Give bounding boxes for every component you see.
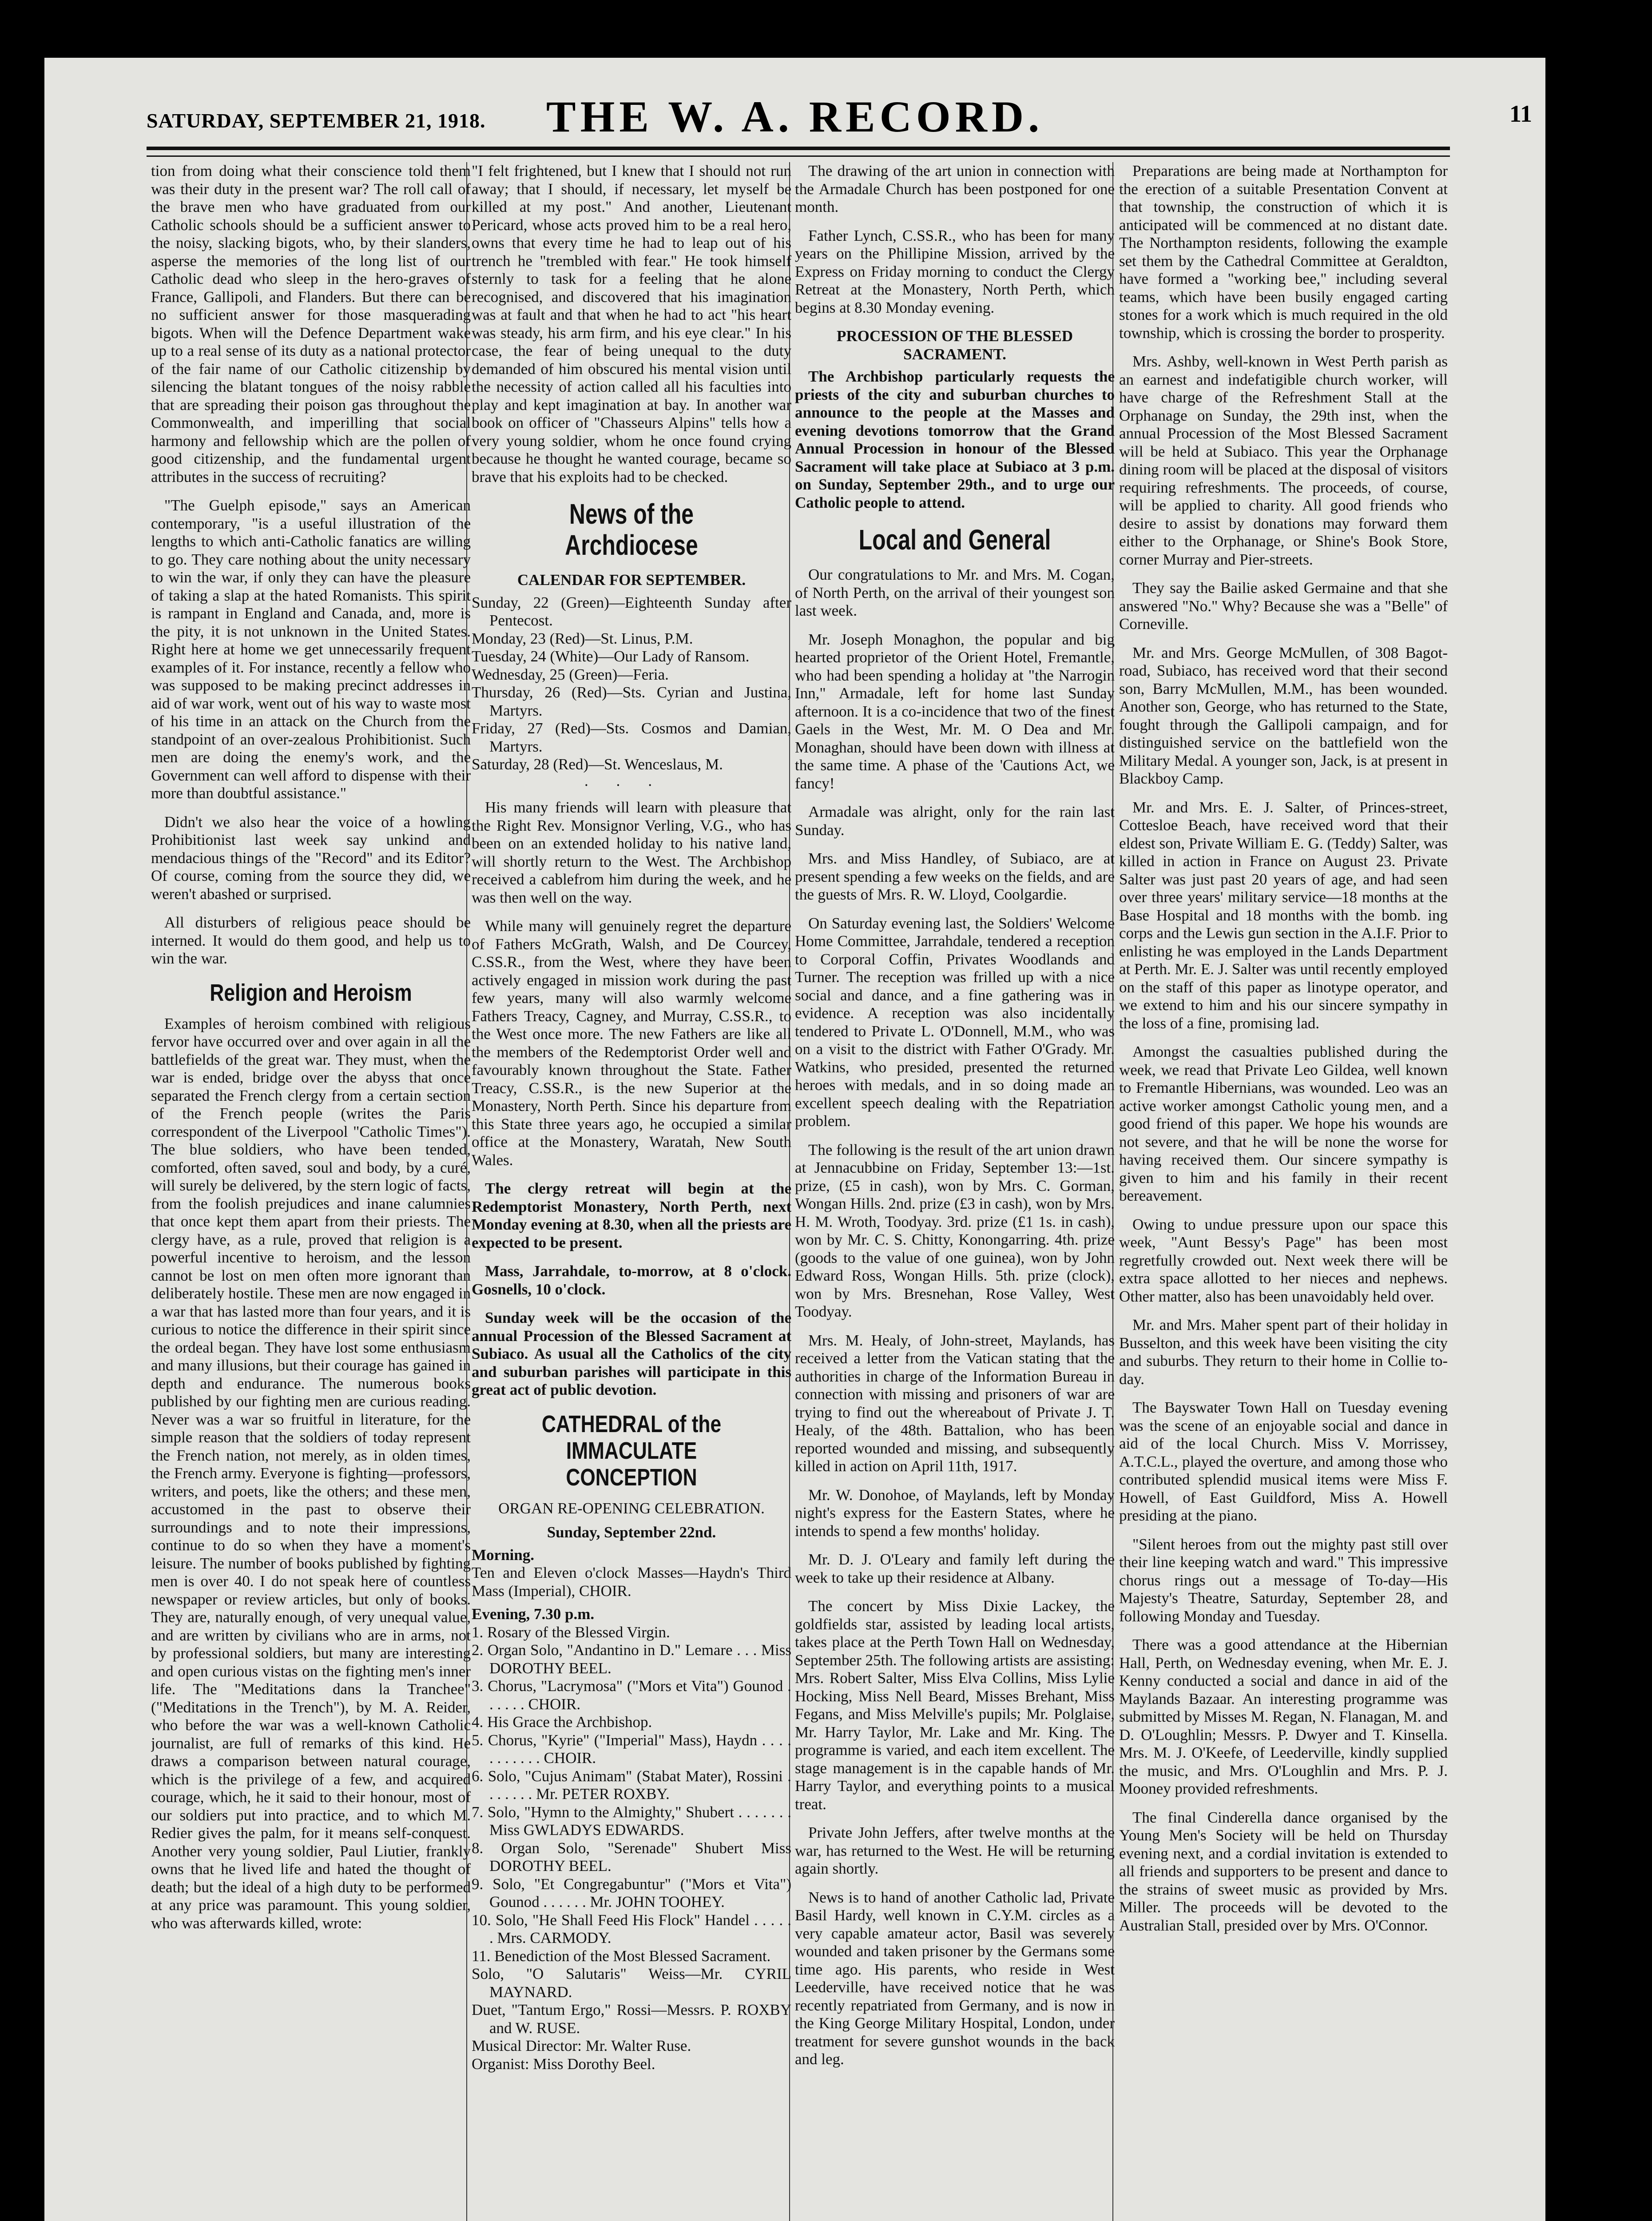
article-paragraph: tion from doing what their conscience told them was their duty in the present war? The roll call of the brave men who have graduated from our Catholic schools should be a sufficient answer to the noisy, slacking bigots, who, by their slanders, asperse the memories of the long list of our Catholic dead who sleep in the hero-graves of France, Gallipoli, and Flanders. But there can be no sufficient answer for those masquerading bigots. When will the Defence Department wake up to a real sense of its duty as a national protector of the fair name of our Catholic citizenship by silencing the blatant tongues of the noisy rabble that are spreading their poison gas throughout the Commonwealth, and imperilling that social harmony and fellowship which are the pollen of good citizenship, and the fundamental urgent attributes in the success of recruiting?: [151, 162, 471, 486]
morning-text: Ten and Eleven o'clock Masses—Haydn's Third Mass (Imperial), CHOIR.: [472, 1564, 791, 1600]
article-paragraph: Mr. W. Donohoe, of Maylands, left by Monday night's express for the Eastern States, where he intends to spend a few months' holiday.: [795, 1486, 1115, 1540]
article-paragraph: Father Lynch, C.SS.R., who has been for many years on the Phillipine Mission, arrived by the Express on Friday morning to conduct the Clergy Retreat at the Monastery, North Perth, which begins at 8.30 Monday evening.: [795, 227, 1115, 316]
programme-item: 11. Benediction of the Most Blessed Sacrament.: [472, 1947, 771, 1965]
masthead: [44, 87, 1545, 140]
calendar-entry: Tuesday, 24 (White)—Our Lady of Ransom.: [472, 648, 750, 665]
separator-dots: ···: [584, 776, 679, 794]
section-heading: Local and General: [858, 524, 1051, 556]
article-paragraph: The Archbishop particularly requests the priests of the city and suburban churches to announce to the people at the Masses and evening devotions tomorrow that the Grand Annual Procession in honour of the Blessed Sacrament will take place at Subiaco at 3 p.m. on Sunday, September 29th., and to urge our Catholic people to attend.: [795, 368, 1115, 511]
article-paragraph: Mr. and Mrs. Maher spent part of their holiday in Busselton, and this week have been visiting the city and suburbs. They return to their home in Collie to-day.: [1119, 1316, 1448, 1388]
calendar-entry: Thursday, 26 (Red)—Sts. Cyrian and Justina, Martyrs.: [472, 684, 791, 719]
calendar-entry: Friday, 27 (Red)—Sts. Cosmos and Damian, Martyrs.: [472, 720, 791, 755]
article-paragraph: Preparations are being made at Northampton for the erection of a suitable Presentation Convent at that township, the construction of which it is anticipated will be commenced at no distant date. The Northampton residents, following the example set them by the Cathedral Committee at Geraldton, have formed a "working bee," including several teams, which have been busily engaged carting stones for a work which is much required in the old township, which is crossing the border to prosperity.: [1119, 162, 1448, 342]
procession-title: PROCESSION OF THE BLESSED SACRAMENT.: [837, 327, 1073, 363]
article-paragraph: Amongst the casualties published during the week, we read that Private Leo Gildea, well known to Fremantle Hibernians, was wounded. Leo was an active worker amongst Catholic young men, and a good friend of this paper. We hope his wounds are not severe, and that he will be none the worse for having received them. Our sincere sympathy is given to him and his family in their recent bereavement.: [1119, 1043, 1448, 1204]
article-paragraph: Armadale was alright, only for the rain last Sunday.: [795, 803, 1115, 839]
article-paragraph: Didn't we also hear the voice of a howling Prohibitionist last week say unkind and mendacious things of the "Record" and its Editor? Of course, coming from the source they did, we weren't abashed or surprised.: [151, 813, 471, 903]
programme-item: Solo, "O Salutaris" Weiss—Mr. CYRIL MAYNARD.: [472, 1965, 791, 2001]
article-paragraph: Mr. and Mrs. George McMullen, of 308 Bagot-road, Subiaco, has received word that their second son, Barry McMullen, M.M., has been wounded. Another son, George, who has returned to the State, fought through the Gallipoli campaign, and for distinguished service on the battlefield won the Military Medal. A younger son, Jack, is at present in Blackboy Camp.: [1119, 644, 1448, 787]
article-paragraph: Mrs. and Miss Handley, of Subiaco, are at present spending a few weeks on the fields, and are the guests of Mrs. R. W. Lloyd, Coolgardie.: [795, 850, 1115, 903]
article-paragraph: The concert by Miss Dixie Lackey, the goldfields star, assisted by leading local artists, takes place at the Perth Town Hall on Wednesday, September 25th. The following artists are assisting: Mrs. Robert Salter, Miss Elva Collins, Miss Lylie Hocking, Miss Nell Beard, Misses Brehant, Miss Fegans, and Miss Melville's pupils; Mr. Polglaise, Mr. Harry Taylor, Mr. Lake and Mr. King. The programme is varied, and each item excellent. The stage management is in the capable hands of Mr. Harry Taylor, and everything points to a musical treat.: [795, 1597, 1115, 1813]
masthead-rule-thin: [147, 155, 1450, 157]
article-paragraph: Mr. Joseph Monaghon, the popular and big hearted proprietor of the Orient Hotel, Fremantle, who had been spending a holiday at "the Narrogin Inn," Armadale, left for home last Sunday afternoon. It is a co-incidence that two of the finest Gaels in the West, Mr. M. O Dea and Mr. Monaghan, should have been down with illness at the same time. A phase of the 'Cautions Act, we fancy!: [795, 630, 1115, 792]
section-heading: CATHEDRAL of the IMMACULATE CONCEPTION: [541, 1410, 722, 1491]
article-paragraph: The final Cinderella dance organised by the Young Men's Society will be held on Thursday evening next, and a cordial invitation is extended to all friends and supporters to be present and dance to the strains of sweet music as provided by Mrs. Miller. The proceeds will be devoted to the Australian Stall, presided over by Mrs. O'Connor.: [1119, 1808, 1448, 1934]
issue-date: SATURDAY, SEPTEMBER 21, 1918.: [147, 109, 486, 132]
evening-label: Evening, 7.30 p.m.: [472, 1605, 595, 1623]
programme-item: 5. Chorus, "Kyrie" ("Imperial" Mass), Haydn . . . . . . . . . . . CHOIR.: [472, 1731, 791, 1767]
calendar-entry: Sunday, 22 (Green)—Eighteenth Sunday after Pentecost.: [472, 593, 791, 629]
programme-item: 9. Solo, "Et Congregabuntur" ("Mors et Vita") Gounod . . . . . . Mr. JOHN TOOHEY.: [472, 1875, 791, 1911]
article-paragraph: All disturbers of religious peace should be interned. It would do them good, and help us to win the war.: [151, 914, 471, 967]
masthead-rule: [147, 147, 1450, 150]
article-paragraph: Our congratulations to Mr. and Mrs. M. Cogan, of North Perth, on the arrival of their youngest son last week.: [795, 566, 1115, 619]
programme-item: 3. Chorus, "Lacrymosa" ("Mors et Vita") Gounod . . . . . . CHOIR.: [472, 1677, 791, 1713]
calendar-title: CALENDAR FOR SEPTEMBER.: [517, 571, 746, 589]
newspaper-page: [44, 58, 1545, 2221]
article-paragraph: His many friends will learn with pleasure that the Right Rev. Monsignor Verling, V.G., who has been on an extended holiday to his native land, will shortly return to the West. The Archbishop received a cablefrom him during the week, and he was then well on the way.: [472, 799, 791, 906]
article-paragraph: Owing to undue pressure upon our space this week, "Aunt Bessy's Page" has been most regretfully crowded out. Next week there will be extra space allotted to her nieces and nephews. Other matter, also has been unavoidably held over.: [1119, 1215, 1448, 1305]
column-1: [151, 162, 471, 2221]
article-paragraph: On Saturday evening last, the Soldiers' Welcome Home Committee, Jarrahdale, tendered a reception to Corporal Coffin, Privates Woodlands and Turner. The reception was frilled up with a nice social and dance, and a fine gathering was in evidence. A reception was also incidentally tendered to Private L. O'Donnell, M.M., who was on a visit to the district with Father O'Grady. Mr. Watkins, who presided, presented the returned heroes with medals, and in so doing made an excellent speech dealing with the Repatriation problem.: [795, 914, 1115, 1130]
calendar-entry: Monday, 23 (Red)—St. Linus, P.M.: [472, 629, 693, 647]
article-paragraph: Sunday week will be the occasion of the annual Procession of the Blessed Sacrament at Subiaco. As usual all the Catholics of the city and suburban parishes will participate in this great act of public devotion.: [472, 1309, 791, 1398]
column-4: [1119, 162, 1448, 2221]
column-2: [472, 162, 791, 2221]
article-paragraph: They say the Bailie asked Germaine and that she answered "No." Why? Because she was a "Belle" of Corneville.: [1119, 579, 1448, 633]
programme-item: 7. Solo, "Hymn to the Almighty," Shubert . . . . . . . Miss GWLADYS EDWARDS.: [472, 1803, 791, 1839]
article-paragraph: The following is the result of the art union drawn at Jennacubbine on Friday, September 13:—1st. prize, (£5 in cash), won by Mrs. C. Gorman, Wongan Hills. 2nd. prize (£3 in cash), won by Mrs. H. M. Wroth, Toodyay. 3rd. prize (£1 1s. in cash), won by Mr. C. S. Chitty, Konongarring. 4th. prize (goods to the value of one guinea), won by John Edward Ross, Wongan Hills. 5th. prize (clock), won by Mrs. Bresnehan, Rose Valley, West Toodyay.: [795, 1141, 1115, 1320]
section-heading: News of the Archdiocese: [565, 498, 698, 561]
programme-item: 8. Organ Solo, "Serenade" Shubert Miss DOROTHY BEEL.: [472, 1839, 791, 1875]
morning-label: Morning.: [472, 1546, 534, 1564]
programme-item: Organist: Miss Dorothy Beel.: [472, 2055, 655, 2073]
article-paragraph: Private John Jeffers, after twelve months at the war, has returned to the West. He will be returning again shortly.: [795, 1824, 1115, 1877]
article-paragraph: While many will genuinely regret the departure of Fathers McGrath, Walsh, and De Courcey, C.SS.R., from the West, where they have been actively engaged in mission work during the past few years, many will also warmly welcome Fathers Treacy, Cagney, and Murray, C.SS.R., to the West once more. The new Fathers are like all the members of the Redemptorist Order well and favourably known throughout the State. Father Treacy, C.SS.R., is the new Superior at the Monastery, North Perth. Since his departure from this State three years ago, he occupied a similar office at the Monastery, Waratah, New South Wales.: [472, 917, 791, 1169]
programme-item: Musical Director: Mr. Walter Ruse.: [472, 2037, 691, 2054]
programme-item: Duet, "Tantum Ergo," Rossi—Messrs. P. ROXBY and W. RUSE.: [472, 2001, 791, 2037]
article-paragraph: The drawing of the art union in connection with the Armadale Church has been postponed for one month.: [795, 162, 1115, 215]
event-date: Sunday, September 22nd.: [547, 1524, 716, 1541]
newspaper-title: THE W. A. RECORD.: [546, 92, 1044, 141]
article-paragraph: Mrs. Ashby, well-known in West Perth parish as an earnest and indefatigible church worker, will have charge of the Refreshment Stall at the Orphanage on Sunday, the 29th inst, when the annual Procession of the Most Blessed Sacrament will be held at Subiaco. This year the Orphanage dining room will be placed at the disposal of visitors requiring refreshments. The proceeds, of course, will be applied to charity. All good friends who desire to assist by donations may forward them either to the Orphanage, or Shine's Book Store, corner Murray and Pier-streets.: [1119, 353, 1448, 568]
article-paragraph: Mass, Jarrahdale, to-morrow, at 8 o'clock. Gosnells, 10 o'clock.: [472, 1262, 791, 1298]
article-paragraph: Mr. and Mrs. E. J. Salter, of Princes-street, Cottesloe Beach, have received word that their eldest son, Private William E. G. (Teddy) Salter, was killed in action in France on August 23. Private Salter was just past 20 years of age, and had seen over three years' military service—18 months at the Base Hospital and 18 months with the bomb. ing corps and the Lewis gun section in the A.I.F. Prior to enlisting he was employed in the Lands Department at Perth. Mr. E. J. Salter was until recently employed on the staff of this paper as linotype operator, and we extend to him and his our sincere sympathy in the loss of a fine, promising lad.: [1119, 798, 1448, 1032]
article-paragraph: "I felt frightened, but I knew that I should not run away; that I should, if necessary, let myself be killed at my post." And another, Lieutenant Pericard, whose acts proved him to be a real hero, owns that every time he had to leap out of his trench he "trembled with fear." He took himself sternly to task for a feeling that he alone recognised, and discovered that his imagination was at fault and that when he had to act "his heart was steady, his arm firm, and his eye clear." In his case, the fear of being unequal to the duty demanded of him obscured his mental vision until the necessity of action called all his faculties into play and kept imagination at bay. In another war book on officer of "Chasseurs Alpins" tells how a very young soldier, whom he once found crying because he thought he wanted courage, became so brave that his exploits had to be checked.: [472, 162, 791, 486]
article-paragraph: Examples of heroism combined with religious fervor have occurred over and over again in all the battlefields of the great war. They must, when the war is ended, bridge over the abyss that once separated the French clergy from a certain section of the French people (writes the Paris correspondent of the Liverpool "Catholic Times"). The blue soldiers, who have been tended, comforted, often saved, soul and body, by a curé, will surely be delivered, by the stern logic of facts, from the foolish prejudices and inane calumnies that once kept them apart from their priests. The clergy have, as a rule, proved that religion is a powerful incentive to heroism, and the lesson cannot be lost on men often more ignorant than deliberately hostile. These men are now engaged in a war that has lasted more than four years, and it is curious to notice the difference in their spirit since the ordeal began. They have lost some enthusiasm and many illusions, but their courage has gained in depth and endurance. The numerous books published by our fighting men are curious reading. Never was a war so fruitful in literature, for the simple reason that the soldiers of today represent the French nation, not merely, as in olden times, the French army. Everyone is fighting—professors, writers, and poets, like the others; and these men, accustomed in the past to observe their surroundings and to note their impressions, continue to do so when they have a moment's leisure. The number of books published by fighting men is over 40. I do not speak here of countless newspaper or review articles, but only of books. They are, naturally enough, of very unequal value, and are written by civilians who are in arms, not by professional soldiers, but many are interesting and open curious vistas on the fighting men's inner life. The "Meditations dans la Tranchee" ("Meditations in the Trench"), by M. A. Reider, who before the war was a well-known Catholic journalist, are full of remarks of this kind. He draws a comparison between natural courage, which is the privilege of a few, and acquired courage, which, he it said to their honour, most of our soldiers put into practice, and to which M. Redier gives the palm, for it means self-conquest. Another very young soldier, Paul Liutier, frankly owns that he lived life and hated the thought of death; but the ideal of a high duty to be performed at any price was paramount. This young soldier, who was afterwards killed, wrote:: [151, 1015, 471, 1932]
article-paragraph: The clergy retreat will begin at the Redemptorist Monastery, North Perth, next Monday evening at 8.30, when all the priests are expected to be present.: [472, 1180, 791, 1251]
programme-item: 2. Organ Solo, "Andantino in D." Lemare . . . Miss DOROTHY BEEL.: [472, 1641, 791, 1677]
article-paragraph: Mr. D. J. O'Leary and family left during the week to take up their residence at Albany.: [795, 1551, 1115, 1586]
article-paragraph: "Silent heroes from out the mighty past still over their line keeping watch and ward." This impressive chorus rings out a message of To-day—His Majesty's Theatre, Saturday, September 28, and following Monday and Tuesday.: [1119, 1535, 1448, 1625]
article-paragraph: Mrs. M. Healy, of John-street, Maylands, has received a letter from the Vatican stating that the authorities in charge of the Information Bureau in connection with missing and prisoners of war are trying to find out the whereabout of Private J. T. Healy, of the 48th. Battalion, who has been reported wounded and missing, and subsequently killed in action on April 11th, 1917.: [795, 1331, 1115, 1475]
article-paragraph: "The Guelph episode," says an American contemporary, "is a useful illustration of the lengths to which anti-Catholic fanatics are willing to go. They care nothing about the unity necessary to win the war, if only they can have the pleasure of taking a slap at the hated Romanists. This spirit is rampant in England and Canada, and, more is the pity, it is not unknown in the United States. Right here at home we get unnecessarily frequent examples of it. For instance, recently a fellow who was supposed to be making precinct addresses in aid of war work, went out of his way to waste most of his time in an attack on the Church from the standpoint of an over-zealous Prohibitionist. Such men are doing the enemy's work, and the Government can well afford to dispense with their more than doubtful assistance.": [151, 497, 471, 802]
programme-item: 4. His Grace the Archbishop.: [472, 1713, 652, 1731]
article-paragraph: The Bayswater Town Hall on Tuesday evening was the scene of an enjoyable social and dance in aid of the local Church. Miss V. Morrissey, A.T.C.L., played the overture, and among those who contributed splendid musical items were Miss F. Howell, of East Guildford, Miss A. Howell presiding at the piano.: [1119, 1399, 1448, 1524]
organ-title: ORGAN RE-OPENING CELEBRATION.: [498, 1499, 765, 1517]
article-paragraph: There was a good attendance at the Hibernian Hall, Perth, on Wednesday evening, when Mr. E. J. Kenny conducted a social and dance in aid of the Maylands Bazaar. An interesting programme was submitted by Misses M. Regan, N. Flanagan, M. and D. O'Loughlin; Messrs. P. Dwyer and T. Kinsella. Mrs. M. J. O'Keefe, of Leederville, kindly supplied the music, and Mrs. O'Loughlin and Mrs. P. J. Mooney provided refreshments.: [1119, 1636, 1448, 1797]
calendar-list: [472, 594, 791, 774]
programme-list: [472, 1624, 791, 2074]
programme-item: 10. Solo, "He Shall Feed His Flock" Handel . . . . . . Mrs. CARMODY.: [472, 1911, 791, 1946]
programme-item: 6. Solo, "Cujus Animam" (Stabat Mater), Rossini . . . . . . . Mr. PETER ROXBY.: [472, 1767, 791, 1803]
article-paragraph: News is to hand of another Catholic lad, Private Basil Hardy, well known in C.Y.M. circles as a very capable amateur actor, Basil was severely wounded and taken prisoner by the Germans some time ago. His parents, who reside in West Leederville, have received notice that he was recently repatriated from Germany, and is now in the King George Military Hospital, London, under treatment for severe gunshot wounds in the back and leg.: [795, 1888, 1115, 2068]
programme-item: 1. Rosary of the Blessed Virgin.: [472, 1623, 670, 1641]
column-3: [795, 162, 1115, 2221]
article-heading: Religion and Heroism: [210, 979, 412, 1006]
calendar-entry: Wednesday, 25 (Green)—Feria.: [472, 665, 669, 683]
page-number: 11: [1509, 100, 1532, 127]
calendar-entry: Saturday, 28 (Red)—St. Wenceslaus, M.: [472, 756, 723, 773]
